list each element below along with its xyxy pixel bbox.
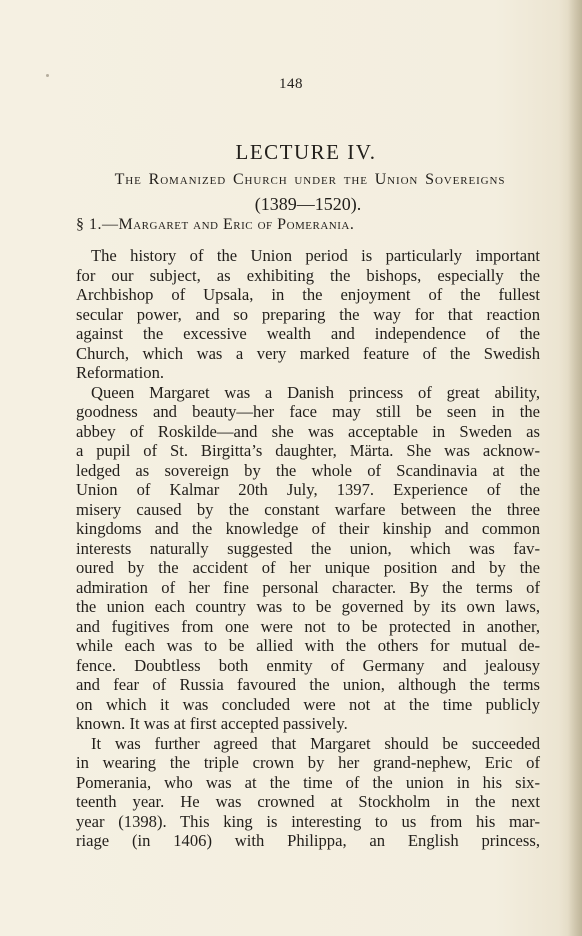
text-line: riage (in 1406) with Philippa, an English princess, [76, 831, 540, 850]
page-number: 148 [279, 76, 303, 92]
text-line: oured by the accident of her unique position and by the [76, 558, 540, 577]
text-line: on which it was concluded were not at the time publicly [76, 694, 540, 714]
text-line: secular power, and so preparing the way for that reaction [76, 304, 540, 324]
lecture-dates: (1389—1520). [254, 194, 362, 214]
text-line: the union each country was to be governed by its own laws, [76, 597, 540, 616]
text-line: kingdoms and the knowledge of their kinship and common [76, 519, 540, 538]
body-text [76, 246, 540, 851]
text-line: Reformation. [76, 363, 165, 382]
text-line: abbey of Roskilde—and she was acceptable in Sweden as [76, 421, 540, 441]
text-line: teenth year. He was crowned at Stockholm in the next [76, 792, 540, 811]
text-line: Queen Margaret was a Danish princess of great ability, [91, 382, 540, 402]
text-line: The history of the Union period is particularly important [91, 246, 540, 265]
text-line: for our subject, as exhibiting the bishops, especially the [76, 265, 540, 285]
text-line: goodness and beauty—her face may still be seen in the [76, 402, 540, 421]
lecture-heading: LECTURE IV. [235, 140, 377, 164]
text-line: fence. Doubtless both enmity of Germany and jealousy [76, 655, 540, 675]
text-line: Church, which was a very marked feature of the Swedish [76, 343, 540, 363]
text-line: year (1398). This king is interesting to us from his mar- [76, 811, 540, 831]
lecture-subtitle: The Romanized Church under the Union Sovereigns [114, 171, 506, 188]
text-line: ledged as sovereign by the whole of Scandinavia at the [76, 460, 540, 480]
text-line: It was further agreed that Margaret should be succeeded [91, 733, 540, 753]
text-line: while each was to be allied with the others for mutual de- [76, 636, 540, 655]
text-line: Pomerania, who was at the time of the union in his six- [76, 772, 540, 792]
section-heading: § 1.—Margaret and Eric of Pomerania. [76, 216, 355, 233]
text-line: and fugitives from one were not to be protected in another, [76, 616, 540, 636]
text-line: and fear of Russia favoured the union, although the terms [76, 675, 540, 694]
text-line: interests naturally suggested the union, which was fav- [76, 538, 540, 558]
text-line: admiration of her fine personal character. By the terms of [76, 577, 540, 597]
text-line: misery caused by the constant warfare between the three [76, 499, 540, 519]
text-line: against the excessive wealth and independence of the [76, 324, 540, 343]
text-line: in wearing the triple crown by her grand-nephew, Eric of [76, 753, 540, 772]
text-line: Union of Kalmar 20th July, 1397. Experience of the [76, 480, 540, 499]
text-line: Archbishop of Upsala, in the enjoyment of the fullest [76, 285, 540, 304]
text-line: known. It was at first accepted passively. [76, 714, 348, 733]
text-line: a pupil of St. Birgitta’s daughter, Märta. She was acknow- [76, 441, 540, 460]
